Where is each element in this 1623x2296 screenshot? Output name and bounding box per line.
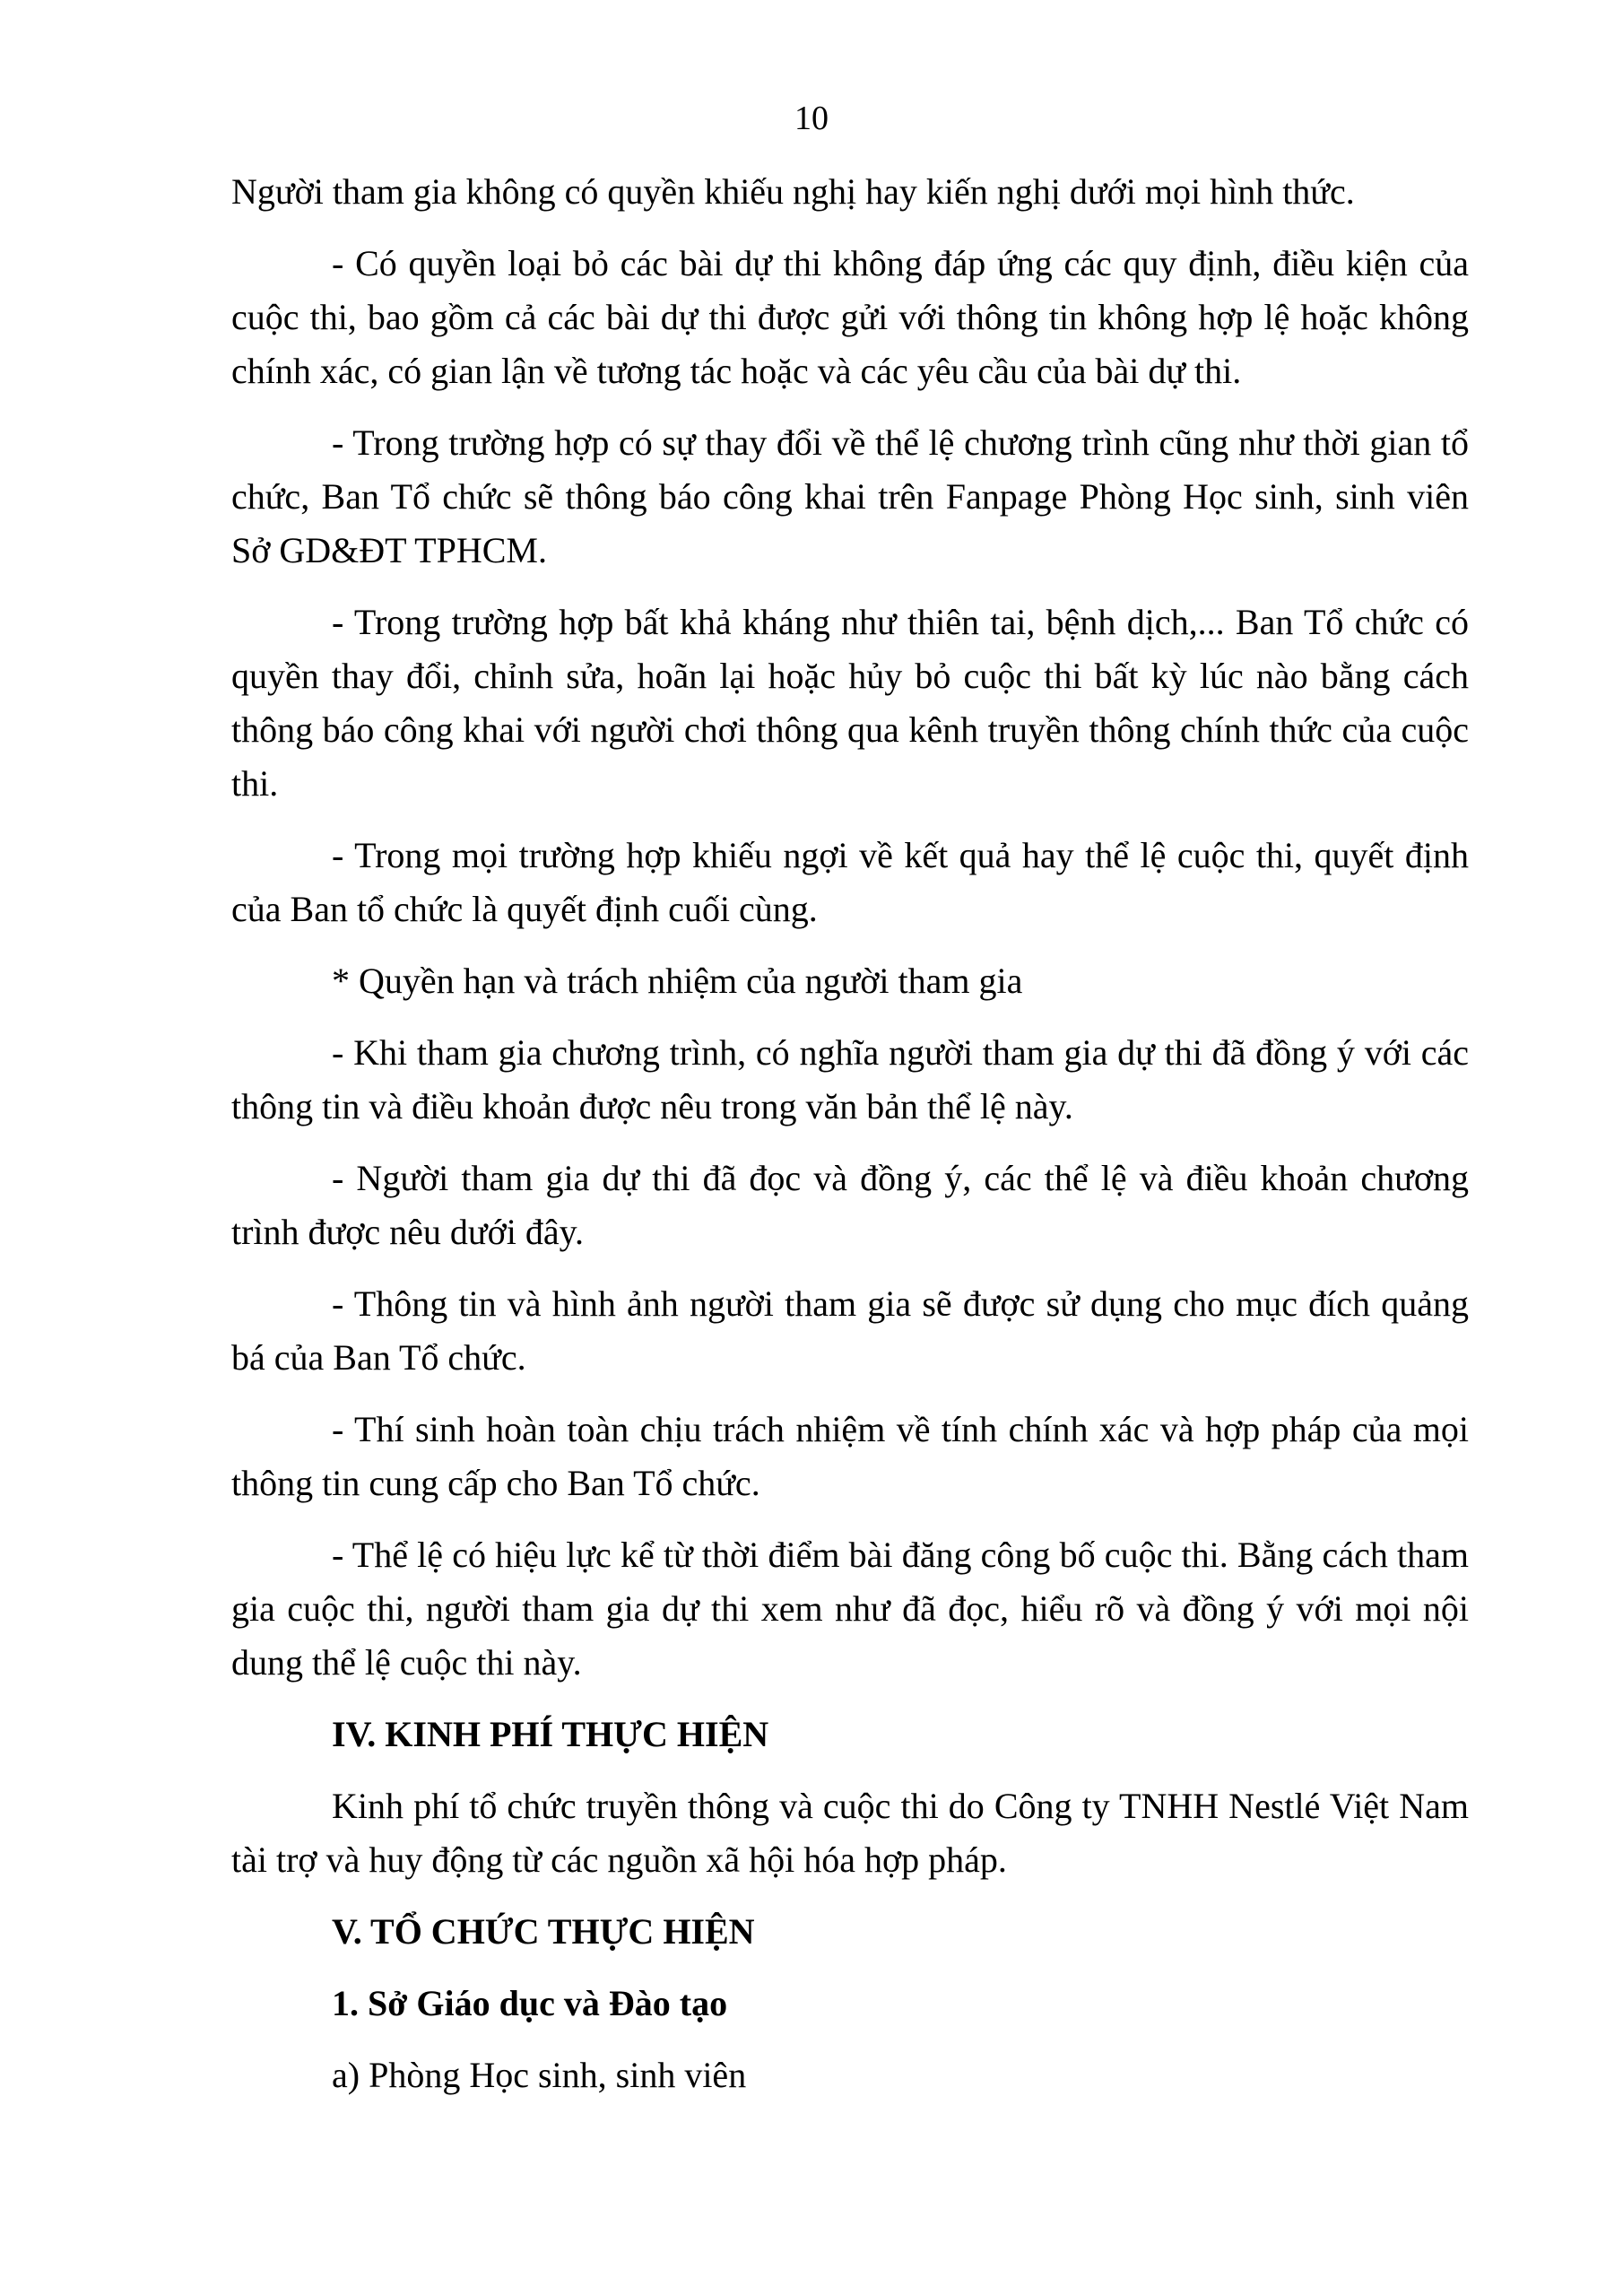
paragraph-force-majeure: - Trong trường hợp bất khả kháng như thiên tai, bệnh dịch,... Ban Tổ chức có quyền thay đổi, chỉnh sửa, hoãn lại hoặc hủy bỏ cuộc thi bất kỳ lúc nào bằng cách thông báo công khai với người chơi thông qua kênh truyền thông chính thức của cuộc thi. [231, 602, 1469, 804]
section-iv-body: Kinh phí tổ chức truyền thông và cuộc thi do Công ty TNHH Nestlé Việt Nam tài trợ và huy động từ các nguồn xã hội hóa hợp pháp. [231, 1786, 1469, 1880]
paragraph-final-decision: - Trong mọi trường hợp khiếu ngợi về kết quả hay thể lệ cuộc thi, quyết định của Ban tổ chức là quyết định cuối cùng. [231, 835, 1469, 929]
paragraph-agreement: - Khi tham gia chương trình, có nghĩa người tham gia dự thi đã đồng ý với các thông tin và điều khoản được nêu trong văn bản thể lệ này. [231, 1032, 1469, 1126]
section-iv-heading: IV. KINH PHÍ THỰC HIỆN [332, 1714, 769, 1754]
paragraph-rule-changes: - Trong trường hợp có sự thay đổi về thể lệ chương trình cũng như thời gian tổ chức, Ban Tổ chức sẽ thông báo công khai trên Fanpage Phòng Học sinh, sinh viên Sở GD&ĐT TPHCM. [231, 422, 1469, 570]
document-body [231, 165, 1469, 2120]
paragraph-promotional-use: - Thông tin và hình ảnh người tham gia sẽ được sử dụng cho mục đích quảng bá của Ban Tổ chức. [231, 1283, 1469, 1378]
paragraph-continuation: Người tham gia không có quyền khiếu nghị hay kiến nghị dưới mọi hình thức. [231, 171, 1355, 212]
section-v-subheading: 1. Sở Giáo dục và Đào tạo [332, 1983, 728, 2023]
paragraph-participant-rights-heading: * Quyền hạn và trách nhiệm của người tham gia [332, 961, 1023, 1001]
page-number: 10 [794, 100, 829, 137]
paragraph-read-and-agree: - Người tham gia dự thi đã đọc và đồng ý, các thể lệ và điều khoản chương trình được nêu dưới đây. [231, 1158, 1469, 1252]
paragraph-effective-date: - Thể lệ có hiệu lực kể từ thời điểm bài đăng công bố cuộc thi. Bằng cách tham gia cuộc thi, người tham gia dự thi xem như đã đọc, hiểu rõ và đồng ý với mọi nội dung thể lệ cuộc thi này. [231, 1535, 1469, 1683]
paragraph-accuracy-responsibility: - Thí sinh hoàn toàn chịu trách nhiệm về tính chính xác và hợp pháp của mọi thông tin cung cấp cho Ban Tổ chức. [231, 1409, 1469, 1503]
section-v-item-a: a) Phòng Học sinh, sinh viên [332, 2055, 747, 2095]
paragraph-disqualify-rights: - Có quyền loại bỏ các bài dự thi không đáp ứng các quy định, điều kiện của cuộc thi, bao gồm cả các bài dự thi được gửi với thông tin không hợp lệ hoặc không chính xác, có gian lận về tương tác hoặc và các yêu cầu của bài dự thi. [231, 243, 1469, 391]
section-v-heading: V. TỔ CHỨC THỰC HIỆN [332, 1911, 755, 1952]
